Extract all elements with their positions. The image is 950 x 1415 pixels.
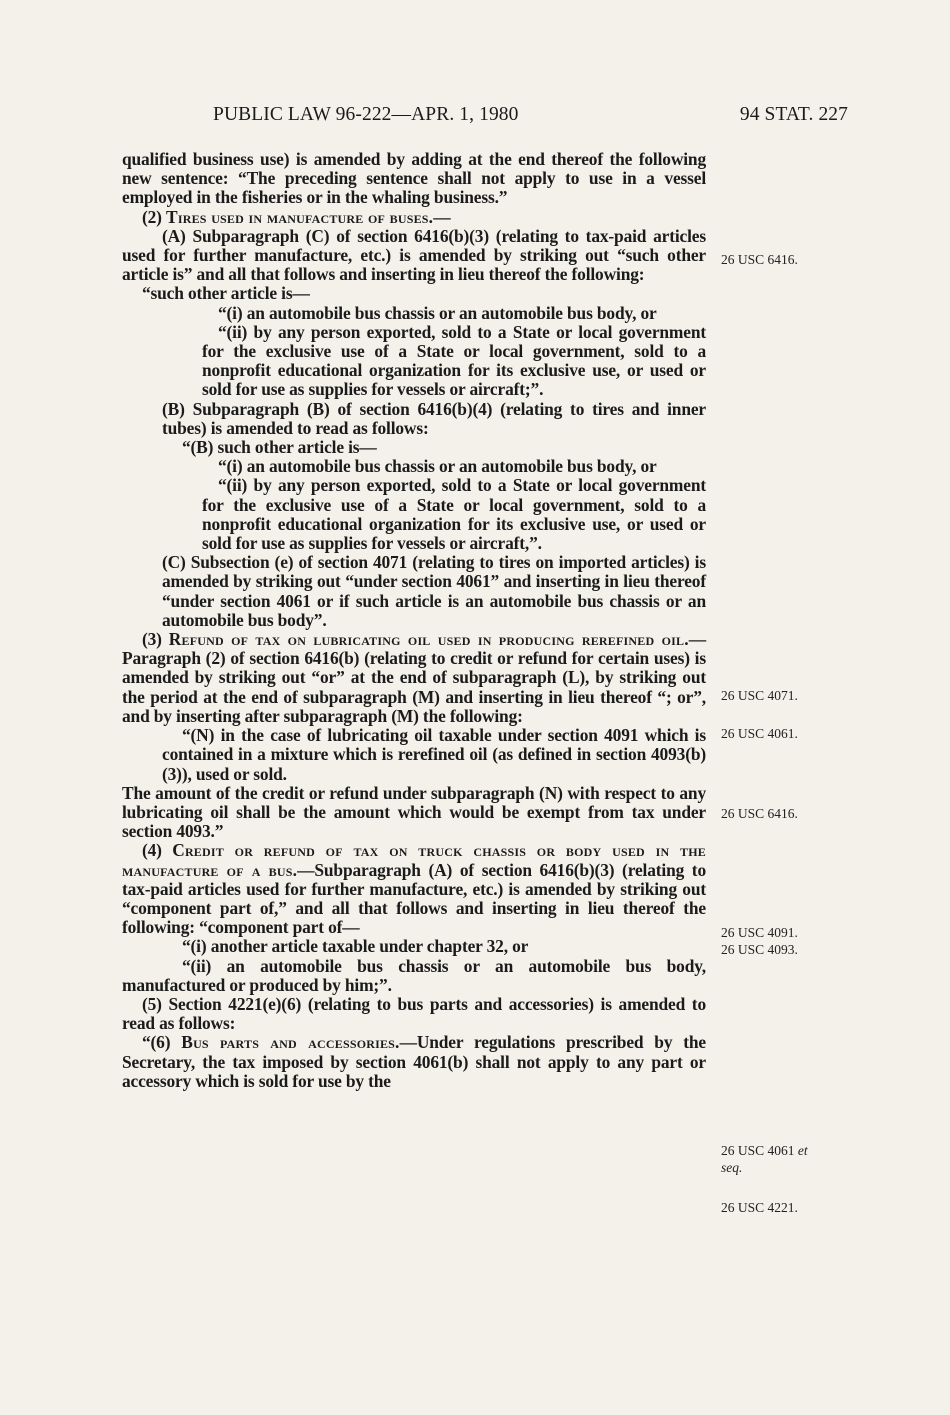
paragraph-text: (A) Subparagraph (C) of section 6416(b)(3) (relating to tax-paid articles used for further manufacture, etc.) is amended by striking out “such other article is” and all that follows and inserting in lieu thereof the following:	[122, 225, 706, 285]
paragraph-text: “(ii) an automobile bus chassis or an automobile bus body, manufactured or produced by him;”.	[122, 955, 706, 995]
paragraph-number: (3)	[142, 629, 169, 650]
margin-note-usc-citation: 26 USC 6416.	[721, 806, 798, 821]
paragraph-text: —Paragraph (2) of section 6416(b) (relating to credit or refund for certain uses) is amended by striking out “or” at the end of subparagraph (L), by striking out the period at the end of subparagraph (M) and inserting in lieu thereof “; or”, and by inserting after subparagraph (M) the following:	[122, 629, 706, 726]
paragraph-text: “(ii) by any person exported, sold to a State or local government for the exclusive use of a State or local government, sold to a nonprofit educational organization for its exclusive use, or used or sold for use as supplies for vessels or aircraft,”.	[202, 475, 706, 554]
margin-note-usc-citation: 26 USC 4091.	[721, 925, 798, 940]
paragraph-text: “such other article is—	[142, 283, 310, 304]
margin-note-usc-citation: 26 USC 4061.	[721, 726, 798, 741]
section-heading: Refund of tax on lubricating oil used in producing rerefined oil.	[168, 629, 689, 650]
paragraph-text: (C) Subsection (e) of section 4071 (relating to tires on imported articles) is amended by striking out “under section 4061” and inserting in lieu thereof “under section 4061 or if such article is an automobile bus chassis or an automobile bus body”.	[162, 552, 706, 630]
margin-note-usc-citation: 26 USC 6416.	[721, 252, 798, 267]
paragraph-text: “(i) an automobile bus chassis or an automobile bus body, or	[218, 456, 657, 477]
margin-note-italic: seq.	[721, 1160, 743, 1175]
paragraph-number: (4)	[142, 840, 173, 861]
paragraph-text: “(ii) by any person exported, sold to a State or local government for the exclusive use of a State or local government, sold to a nonprofit educational organization for its exclusive use, or used or sold for use as supplies for vessels or aircraft;”.	[202, 321, 706, 400]
margin-note-usc-citation: 26 USC 4071.	[721, 688, 798, 703]
margin-note-italic: et	[797, 1143, 808, 1158]
paragraph-text: “(B) such other article is—	[182, 437, 377, 458]
margin-note-usc-citation	[721, 1160, 742, 1176]
paragraph-number: (2)	[142, 206, 167, 227]
paragraph-text: (B) Subparagraph (B) of section 6416(b)(4) (relating to tires and inner tubes) is amended to read as follows:	[162, 398, 706, 438]
paragraph-text: —Subparagraph (A) of section 6416(b)(3) (relating to tax-paid articles used for further manufacture, etc.) is amended by striking out “component part of,” and all that follows and inserting in lieu thereof the following: “component part of—	[122, 859, 706, 938]
paragraph-number: “(6)	[142, 1032, 182, 1053]
margin-note-usc-citation	[721, 1143, 808, 1159]
paragraph-text: qualified business use) is amended by adding at the end thereof the following new sentence: “The preceding sentence shall not apply to use in a vessel employed in the fisheries or in the whaling business.”	[122, 149, 706, 208]
paragraph-text: “(N) in the case of lubricating oil taxable under section 4091 which is contained in a mixture which is rerefined oil (as defined in section 4093(b)(3)), used or sold.	[162, 725, 706, 784]
margin-note-usc-citation: 26 USC 4093.	[721, 942, 798, 957]
margin-note-text: 26 USC 4061	[721, 1143, 798, 1158]
section-heading: Tires used in manufacture of buses.—	[166, 206, 451, 227]
section-heading: Bus parts and accessories.	[181, 1032, 400, 1053]
paragraph-text: —Under regulations prescribed by the Secretary, the tax imposed by section 4061(b) shall not apply to any part or accessory which is sold for use by the	[122, 1032, 706, 1091]
margin-note-usc-citation: 26 USC 4221.	[721, 1200, 798, 1215]
stat-page-number: 94 STAT. 227	[739, 104, 848, 125]
page-title: PUBLIC LAW 96-222—APR. 1, 1980	[213, 104, 519, 125]
paragraph-text: “(i) another article taxable under chapter 32, or	[182, 936, 529, 957]
section-heading: Credit or refund of tax on truck chassis or body used in the manufacture of a bus.	[122, 840, 706, 880]
paragraph-text: (5) Section 4221(e)(6) (relating to bus parts and accessories) is amended to read as follows:	[122, 993, 706, 1034]
paragraph-text: The amount of the credit or refund under subparagraph (N) with respect to any lubricating oil shall be the amount which would be exempt from tax under section 4093.”	[122, 782, 706, 842]
paragraph-text: “(i) an automobile bus chassis or an automobile bus body, or	[218, 302, 657, 323]
